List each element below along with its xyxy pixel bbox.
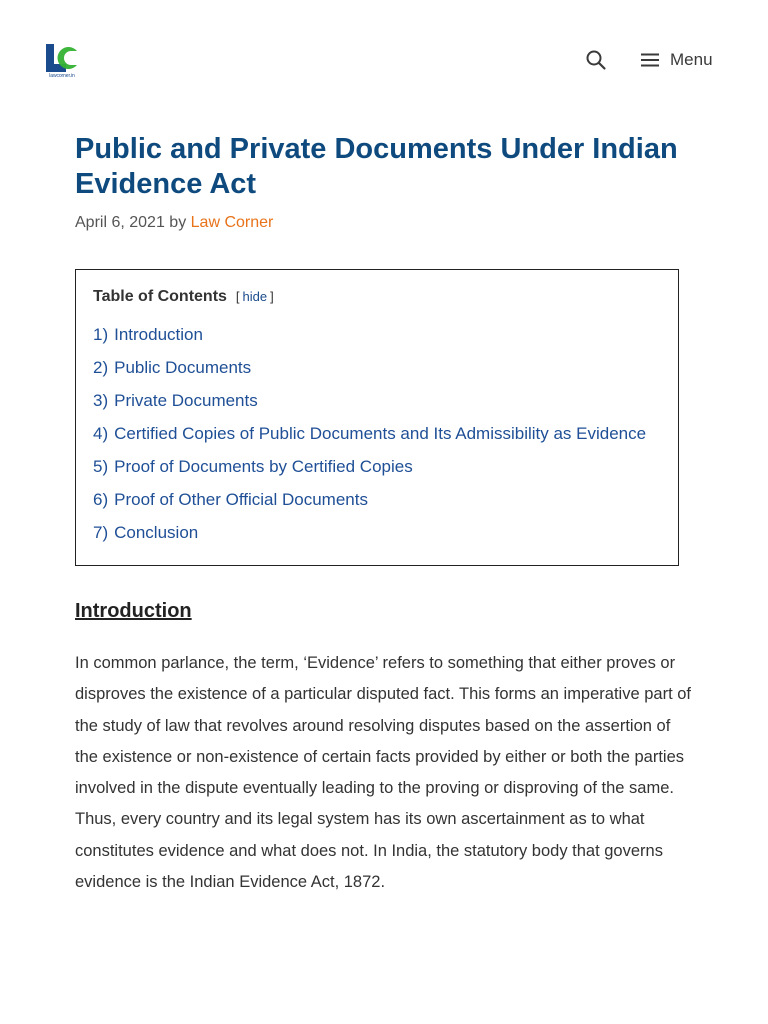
- table-of-contents: [75, 269, 679, 566]
- toc-item-number: 5): [93, 457, 109, 476]
- toc-item-label: Proof of Documents by Certified Copies: [114, 457, 413, 476]
- toc-link-conclusion[interactable]: [93, 523, 198, 542]
- post-date: April 6, 2021: [75, 214, 165, 231]
- toc-bracket-close: ]: [270, 289, 274, 304]
- toc-item-number: 3): [93, 391, 109, 410]
- menu-label: Menu: [670, 50, 713, 69]
- toc-bracket-open: [: [235, 289, 240, 304]
- toc-item-number: 4): [93, 424, 109, 443]
- toc-link-proof-certified-copies[interactable]: [93, 457, 413, 476]
- toc-item-official-documents: [93, 483, 646, 516]
- toc-list: [93, 318, 646, 549]
- toc-item-label: Private Documents: [114, 391, 258, 410]
- toc-hide-button[interactable]: hide: [242, 289, 268, 304]
- toc-item-label: Certified Copies of Public Documents and Its Admissibility as Evidence: [114, 424, 647, 443]
- toc-item-number: 2): [93, 358, 109, 377]
- search-button[interactable]: [584, 48, 608, 72]
- logo-mark-icon: [44, 42, 80, 74]
- toc-item-proof-certified-copies: [93, 450, 646, 483]
- page-title: Public and Private Documents Under Indian Evidence Act: [75, 133, 678, 200]
- hamburger-icon: [640, 52, 660, 68]
- toc-item-introduction: [93, 318, 646, 351]
- toc-item-number: 7): [93, 523, 109, 542]
- site-header: [0, 0, 768, 120]
- search-icon: [584, 48, 608, 72]
- toc-item-label: Introduction: [114, 325, 203, 344]
- toc-item-conclusion: [93, 516, 646, 549]
- toc-link-private-documents[interactable]: [93, 391, 258, 410]
- toc-link-introduction[interactable]: [93, 325, 203, 344]
- toc-item-number: 6): [93, 490, 109, 509]
- toc-item-label: Conclusion: [114, 523, 199, 542]
- site-logo[interactable]: [44, 42, 80, 80]
- toc-item-certified-copies: [93, 417, 646, 450]
- logo-caption: lawcorner.in: [49, 73, 75, 79]
- menu-button[interactable]: [640, 46, 713, 74]
- toc-link-public-documents[interactable]: [93, 358, 251, 377]
- toc-item-label: Proof of Other Official Documents: [114, 490, 368, 509]
- toc-link-official-documents[interactable]: [93, 490, 368, 509]
- toc-item-number: 1): [93, 325, 109, 344]
- toc-title: Table of Contents: [93, 288, 227, 305]
- post-by: by: [169, 214, 187, 231]
- author-link[interactable]: Law Corner: [190, 214, 274, 231]
- toc-link-certified-copies[interactable]: [93, 424, 646, 443]
- toc-item-label: Public Documents: [114, 358, 252, 377]
- section-body-introduction: In common parlance, the term, ‘Evidence’ refers to something that either proves or disproves the existence of a particular disputed fact. This forms an imperative part of the study of law that revolves around resolving disputes based on the assertion of the existence or non-existence of certain facts provided by either or both the parties involved in the dispute eventually leading to the proving or disproving of the same. Thus, every country and its legal system has its own ascertainment as to what constitutes evidence and what does not. In India, the statutory body that governs evidence is the Indian Evidence Act, 1872.: [75, 654, 691, 892]
- post-meta: [75, 212, 273, 234]
- toc-item-public-documents: [93, 351, 646, 384]
- toc-header: [93, 288, 274, 306]
- toc-item-private-documents: [93, 384, 646, 417]
- toc-toggle-wrapper: [236, 289, 274, 304]
- section-heading-introduction: Introduction: [75, 600, 192, 622]
